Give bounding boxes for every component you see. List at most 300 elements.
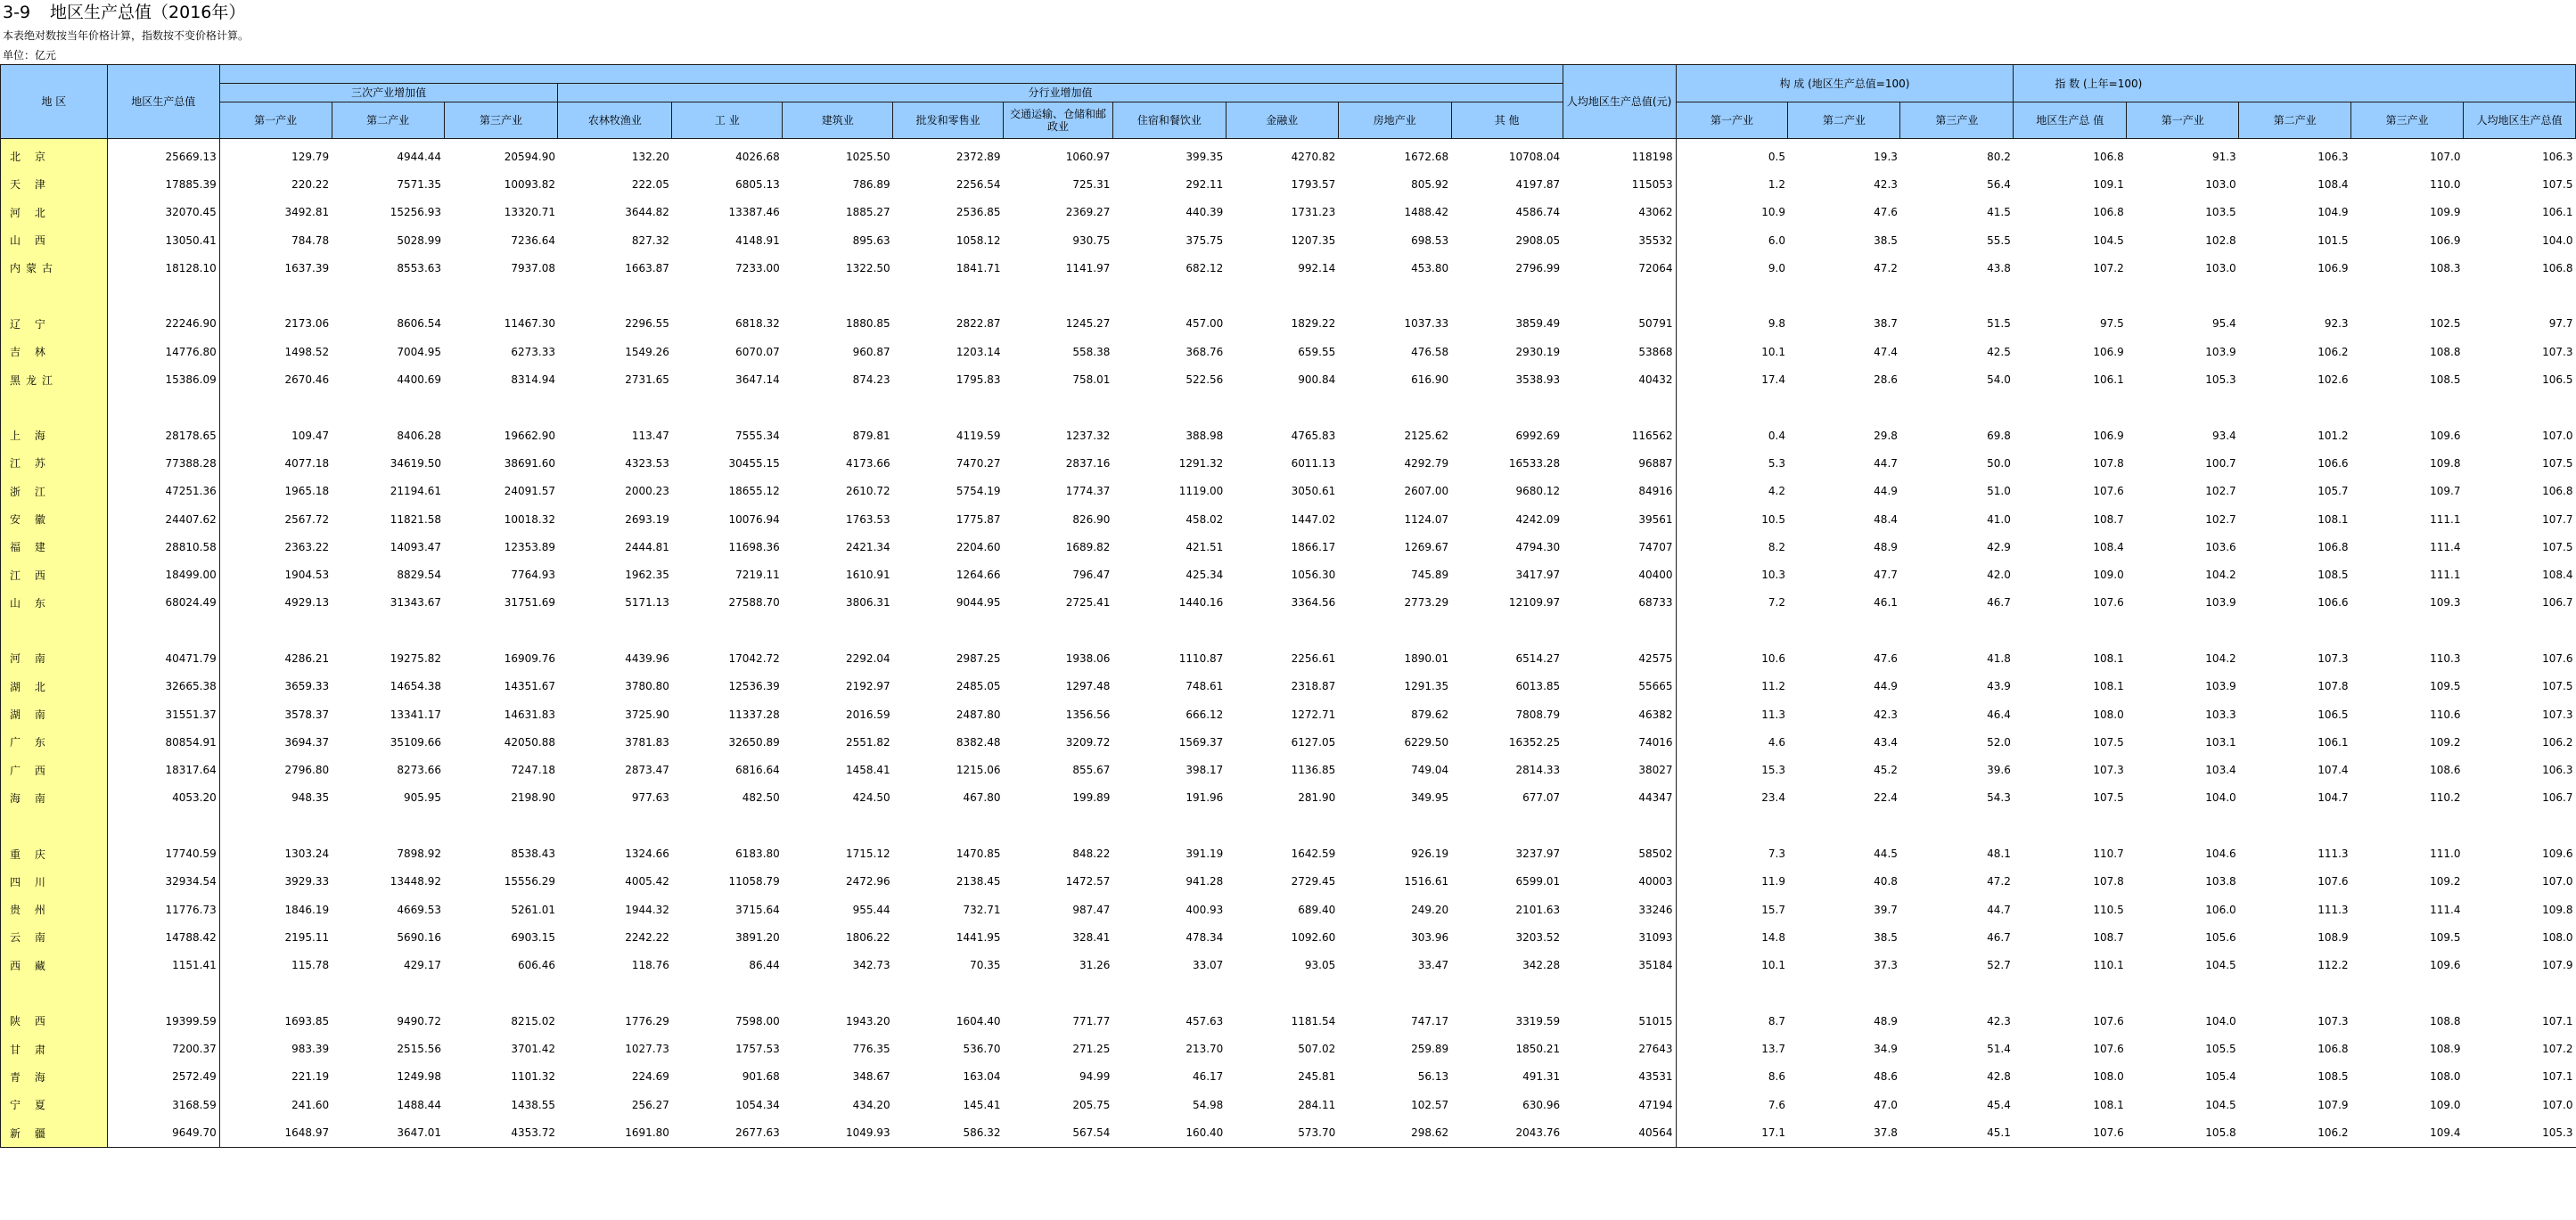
value-cell: 8.7 (1768, 1014, 1785, 1028)
value-cell: 104.5 (2093, 233, 2124, 247)
region-name: 湖 南 (1, 700, 108, 728)
value-cell: 108.0 (2430, 1070, 2461, 1084)
value-cell: 31.26 (1079, 959, 1111, 972)
value-cell: 10018.32 (504, 512, 555, 526)
value-cell: 15.7 (1761, 903, 1785, 916)
value-cell: 107.9 (2542, 959, 2573, 972)
value-cell: 2204.60 (956, 540, 1001, 553)
value-cell: 2000.23 (625, 485, 669, 498)
group-industries: 分行业增加值 (558, 84, 1563, 102)
value-cell: 2567.72 (284, 512, 330, 526)
value-cell: 13.7 (1761, 1043, 1785, 1056)
value-cell: 111.3 (2318, 903, 2349, 916)
value-cell: 2515.56 (397, 1043, 442, 1056)
value-cell: 107.1 (2542, 1014, 2573, 1028)
empty-cell (1004, 617, 1113, 644)
table-title-text: 地区生产总值（2016年） (50, 3, 246, 22)
value-cell: 18499.00 (107, 561, 219, 588)
value-cell: 105.6 (2205, 930, 2236, 944)
value-cell: 52.0 (1987, 735, 2011, 749)
value-cell: 106.9 (2093, 345, 2124, 358)
col-industry-2: 工 业 (672, 102, 783, 139)
value-cell: 666.12 (1185, 708, 1224, 721)
value-cell: 2101.63 (1515, 903, 1561, 916)
value-cell: 425.34 (1185, 569, 1224, 582)
value-cell: 53868 (1563, 338, 1676, 365)
table-row (1, 1063, 2576, 1091)
value-cell: 1151.41 (107, 952, 219, 979)
col-sector-2: 第二产业 (332, 102, 444, 139)
value-cell: 35109.66 (390, 735, 442, 749)
value-cell: 2195.11 (284, 930, 330, 944)
empty-cell (444, 617, 558, 644)
value-cell: 106.6 (2318, 596, 2349, 610)
value-cell: 3780.80 (625, 680, 669, 693)
value-cell: 399.35 (1185, 150, 1224, 163)
value-cell: 107.7 (2542, 512, 2573, 526)
empty-cell (2351, 394, 2464, 422)
value-cell: 51.0 (1987, 485, 2011, 498)
value-cell: 58502 (1563, 839, 1676, 867)
table-body (1, 139, 2576, 1148)
value-cell: 46.7 (1987, 930, 2011, 944)
value-cell: 6903.15 (511, 930, 555, 944)
empty-cell (1338, 617, 1451, 644)
value-cell: 2485.05 (956, 680, 1001, 693)
value-cell: 145.41 (963, 1098, 1001, 1111)
table-number: 3-9 (3, 3, 31, 22)
value-cell: 103.0 (2205, 177, 2236, 191)
value-cell: 10076.94 (728, 512, 780, 526)
value-cell: 8.6 (1768, 1070, 1785, 1084)
value-cell: 4439.96 (625, 651, 669, 665)
empty-cell (332, 282, 444, 309)
value-cell: 95.4 (2211, 317, 2236, 331)
region-name: 河 北 (1, 199, 108, 226)
region-name: 福 建 (1, 533, 108, 561)
value-cell: 732.71 (963, 903, 1001, 916)
value-cell: 42.3 (1874, 708, 1898, 721)
value-cell: 0.4 (1768, 429, 1785, 442)
value-cell: 3578.37 (284, 708, 330, 721)
table-row (1, 226, 2576, 254)
value-cell: 16533.28 (1508, 456, 1561, 470)
value-cell: 107.5 (2093, 791, 2124, 805)
value-cell: 747.17 (1411, 1014, 1449, 1028)
value-cell: 42.3 (1874, 177, 1898, 191)
empty-cell (558, 812, 672, 839)
value-cell: 2729.45 (1291, 875, 1336, 888)
value-cell: 11337.28 (728, 708, 780, 721)
value-cell: 3417.97 (1515, 569, 1561, 582)
value-cell: 109.6 (2430, 429, 2461, 442)
empty-cell (1112, 282, 1226, 309)
value-cell: 900.84 (1298, 373, 1336, 387)
value-cell: 51.5 (1987, 317, 2011, 331)
value-cell: 93.05 (1304, 959, 1336, 972)
value-cell: 7200.37 (107, 1036, 219, 1063)
value-cell: 2292.04 (846, 651, 890, 665)
empty-cell (783, 282, 893, 309)
value-cell: 8406.28 (397, 429, 442, 442)
table-row (1, 139, 2576, 171)
region-name: 西 藏 (1, 952, 108, 979)
value-cell: 104.6 (2205, 847, 2236, 861)
value-cell: 786.89 (852, 177, 890, 191)
value-cell: 40.8 (1874, 875, 1898, 888)
value-cell: 905.95 (404, 791, 442, 805)
value-cell: 16352.25 (1508, 735, 1561, 749)
value-cell: 104.9 (2318, 206, 2349, 219)
empty-cell (893, 394, 1004, 422)
value-cell: 2421.34 (846, 540, 890, 553)
value-cell: 18128.10 (107, 254, 219, 282)
value-cell: 1663.87 (625, 261, 669, 274)
value-cell: 1637.39 (284, 261, 330, 274)
value-cell: 616.90 (1411, 373, 1449, 387)
gdp-table (0, 64, 2576, 1148)
value-cell: 11698.36 (728, 540, 780, 553)
group-spacer (1, 979, 2576, 1007)
value-cell: 17042.72 (728, 651, 780, 665)
value-cell: 106.9 (2318, 261, 2349, 274)
header-band (219, 65, 1563, 84)
value-cell: 586.32 (893, 1118, 1004, 1147)
value-cell: 14631.83 (504, 708, 555, 721)
value-cell: 3659.33 (284, 680, 330, 693)
value-cell: 1806.22 (846, 930, 890, 944)
value-cell: 826.90 (1072, 512, 1111, 526)
value-cell: 453.80 (1411, 261, 1449, 274)
value-cell: 42.8 (1987, 1070, 2011, 1084)
value-cell: 281.90 (1298, 791, 1336, 805)
value-cell: 10.1 (1761, 959, 1785, 972)
value-cell: 33246 (1563, 896, 1676, 923)
value-cell: 103.6 (2205, 540, 2236, 553)
value-cell: 104.0 (2542, 233, 2573, 247)
empty-cell (558, 979, 672, 1007)
value-cell: 375.75 (1185, 233, 1224, 247)
value-cell: 6183.80 (735, 847, 780, 861)
value-cell: 102.57 (1411, 1098, 1449, 1111)
value-cell: 48.9 (1874, 540, 1898, 553)
region-name: 吉 林 (1, 338, 108, 365)
value-cell: 1291.32 (1178, 456, 1224, 470)
value-cell: 3319.59 (1515, 1014, 1561, 1028)
value-cell: 3538.93 (1515, 373, 1561, 387)
value-cell: 3647.01 (332, 1118, 444, 1147)
region-name: 内蒙古 (1, 254, 108, 282)
empty-cell (1676, 394, 1788, 422)
value-cell: 43531 (1563, 1063, 1676, 1091)
value-cell: 1689.82 (1065, 540, 1111, 553)
col-industry-9: 其 他 (1451, 102, 1563, 139)
value-cell: 368.76 (1185, 345, 1224, 358)
value-cell: 4197.87 (1515, 177, 1561, 191)
empty-cell (893, 979, 1004, 1007)
table-row (1, 589, 2576, 617)
value-cell: 7.3 (1768, 847, 1785, 861)
value-cell: 3203.52 (1515, 930, 1561, 944)
value-cell: 107.6 (2093, 596, 2124, 610)
empty-cell (332, 617, 444, 644)
empty-cell (558, 282, 672, 309)
value-cell: 5690.16 (397, 930, 442, 944)
value-cell: 220.22 (291, 177, 330, 191)
value-cell: 48.4 (1874, 512, 1898, 526)
value-cell: 1058.12 (956, 233, 1001, 247)
empty-cell (2127, 617, 2239, 644)
empty-cell (444, 812, 558, 839)
value-cell: 54.98 (1192, 1098, 1224, 1111)
value-cell: 205.75 (1072, 1098, 1111, 1111)
empty-cell (1788, 979, 1900, 1007)
value-cell: 29.8 (1874, 429, 1898, 442)
value-cell: 1962.35 (625, 569, 669, 582)
value-cell: 2372.89 (956, 150, 1001, 163)
value-cell: 342.28 (1522, 959, 1561, 972)
value-cell: 507.02 (1298, 1043, 1336, 1056)
value-cell: 107.0 (2542, 875, 2573, 888)
value-cell: 103.9 (2205, 680, 2236, 693)
value-cell: 1776.29 (625, 1014, 669, 1028)
value-cell: 107.8 (2093, 875, 2124, 888)
value-cell: 3237.97 (1515, 847, 1561, 861)
value-cell: 677.07 (1522, 791, 1561, 805)
value-cell: 3725.90 (625, 708, 669, 721)
table-row (1, 1091, 2576, 1118)
value-cell: 107.4 (2318, 764, 2349, 777)
value-cell: 5028.99 (397, 233, 442, 247)
value-cell: 15256.93 (390, 206, 442, 219)
value-cell: 4053.20 (107, 784, 219, 812)
value-cell: 1793.57 (1291, 177, 1336, 191)
value-cell: 108.8 (2430, 345, 2461, 358)
value-cell: 758.01 (1072, 373, 1111, 387)
region-name: 宁 夏 (1, 1091, 108, 1118)
value-cell: 682.12 (1185, 261, 1224, 274)
value-cell: 106.7 (2542, 596, 2573, 610)
value-cell: 1890.01 (1404, 651, 1449, 665)
value-cell: 1037.33 (1404, 317, 1449, 331)
empty-cell (1004, 282, 1113, 309)
value-cell: 3647.14 (735, 373, 780, 387)
value-cell: 10.6 (1761, 651, 1785, 665)
value-cell: 10708.04 (1508, 150, 1561, 163)
value-cell: 2773.29 (1404, 596, 1449, 610)
value-cell: 106.8 (2542, 485, 2573, 498)
value-cell: 92.3 (2324, 317, 2349, 331)
value-cell: 107.2 (2093, 261, 2124, 274)
value-cell: 342.73 (852, 959, 890, 972)
value-cell: 105.3 (2205, 373, 2236, 387)
value-cell: 84916 (1563, 478, 1676, 505)
empty-cell (1004, 812, 1113, 839)
region-cell-empty (1, 812, 108, 839)
value-cell: 54.3 (1987, 791, 2011, 805)
value-cell: 440.39 (1185, 206, 1224, 219)
value-cell: 54.0 (1987, 373, 2011, 387)
value-cell: 118.76 (631, 959, 669, 972)
value-cell: 457.63 (1185, 1014, 1224, 1028)
value-cell: 9.0 (1768, 261, 1785, 274)
data-table-frame (0, 64, 2576, 1205)
value-cell: 987.47 (1072, 903, 1111, 916)
value-cell: 104.2 (2205, 569, 2236, 582)
value-cell: 28810.58 (107, 533, 219, 561)
empty-cell (558, 394, 672, 422)
price-basis-note: 本表绝对数按当年价格计算，指数按不变价格计算。 (3, 29, 250, 42)
region-name: 重 庆 (1, 839, 108, 867)
value-cell: 249.20 (1411, 903, 1449, 916)
value-cell: 2363.22 (284, 540, 330, 553)
value-cell: 106.3 (2542, 150, 2573, 163)
value-cell: 271.25 (1072, 1043, 1111, 1056)
value-cell: 106.8 (2318, 540, 2349, 553)
value-cell: 388.98 (1185, 429, 1224, 442)
value-cell: 42.0 (1987, 569, 2011, 582)
empty-cell (2014, 282, 2127, 309)
value-cell: 109.8 (2542, 903, 2573, 916)
value-cell: 14093.47 (390, 540, 442, 553)
value-cell: 2173.06 (284, 317, 330, 331)
value-cell: 1850.21 (1515, 1043, 1561, 1056)
table-row (1, 449, 2576, 477)
value-cell: 110.0 (2430, 177, 2461, 191)
value-cell: 3929.33 (284, 875, 330, 888)
region-name: 贵 州 (1, 896, 108, 923)
value-cell: 7.6 (1768, 1098, 1785, 1111)
value-cell: 48.1 (1987, 847, 2011, 861)
value-cell: 103.8 (2205, 875, 2236, 888)
value-cell: 241.60 (291, 1098, 330, 1111)
value-cell: 13448.92 (390, 875, 442, 888)
value-cell: 2472.96 (846, 875, 890, 888)
value-cell: 6818.32 (735, 317, 780, 331)
value-cell: 40003 (1563, 868, 1676, 896)
value-cell: 698.53 (1411, 233, 1449, 247)
value-cell: 47.2 (1987, 875, 2011, 888)
value-cell: 4944.44 (397, 150, 442, 163)
value-cell: 32070.45 (107, 199, 219, 226)
value-cell: 27643 (1563, 1036, 1676, 1063)
value-cell: 17740.59 (107, 839, 219, 867)
value-cell: 776.35 (852, 1043, 890, 1056)
value-cell: 1846.19 (284, 903, 330, 916)
value-cell: 8829.54 (397, 569, 442, 582)
value-cell: 41.5 (1987, 206, 2011, 219)
value-cell: 1272.71 (1291, 708, 1336, 721)
value-cell: 10.3 (1761, 569, 1785, 582)
value-cell: 101.5 (2318, 233, 2349, 247)
value-cell: 2731.65 (625, 373, 669, 387)
value-cell: 22246.90 (107, 310, 219, 338)
table-row (1, 896, 2576, 923)
value-cell: 1516.61 (1404, 875, 1449, 888)
table-row (1, 757, 2576, 784)
empty-cell (558, 617, 672, 644)
value-cell: 80.2 (1987, 150, 2011, 163)
value-cell: 4119.59 (956, 429, 1001, 442)
empty-cell (1226, 812, 1338, 839)
value-cell: 2572.49 (107, 1063, 219, 1091)
value-cell: 2610.72 (846, 485, 890, 498)
value-cell: 111.4 (2430, 540, 2461, 553)
value-cell: 109.1 (2093, 177, 2124, 191)
value-cell: 4794.30 (1515, 540, 1561, 553)
value-cell: 103.5 (2205, 206, 2236, 219)
value-cell: 109.47 (291, 429, 330, 442)
empty-cell (107, 812, 219, 839)
value-cell: 34.9 (1874, 1043, 1898, 1056)
col-sector-1: 第一产业 (219, 102, 332, 139)
value-cell: 349.95 (1411, 791, 1449, 805)
col-industry-7: 金融业 (1226, 102, 1338, 139)
value-cell: 160.40 (1112, 1118, 1226, 1147)
region-cell-empty (1, 282, 108, 309)
value-cell: 106.3 (2318, 150, 2349, 163)
value-cell: 19662.90 (504, 429, 555, 442)
value-cell: 4173.66 (846, 456, 890, 470)
region-name: 甘 肃 (1, 1036, 108, 1063)
value-cell: 70.35 (970, 959, 1001, 972)
value-cell: 17.4 (1761, 373, 1785, 387)
value-cell: 103.3 (2205, 708, 2236, 721)
value-cell: 2256.61 (1291, 651, 1336, 665)
col-industry-5: 交通运输、仓储和邮政业 (1004, 102, 1113, 139)
empty-cell (1788, 282, 1900, 309)
region-name: 江 西 (1, 561, 108, 588)
value-cell: 106.5 (2318, 708, 2349, 721)
value-cell: 6011.13 (1291, 456, 1336, 470)
region-name: 黑龙江 (1, 365, 108, 393)
value-cell: 11.2 (1761, 680, 1785, 693)
value-cell: 107.3 (2318, 1014, 2349, 1028)
value-cell: 103.1 (2205, 735, 2236, 749)
value-cell: 983.39 (291, 1043, 330, 1056)
value-cell: 1885.27 (846, 206, 890, 219)
value-cell: 108.4 (2093, 540, 2124, 553)
value-cell: 1027.73 (625, 1043, 669, 1056)
value-cell: 106.9 (2430, 233, 2461, 247)
col-gdp: 地区生产总值 (107, 65, 219, 139)
value-cell: 848.22 (1072, 847, 1111, 861)
empty-cell (1563, 812, 1676, 839)
value-cell: 106.9 (2093, 429, 2124, 442)
value-cell: 35532 (1563, 226, 1676, 254)
table-row (1, 923, 2576, 951)
value-cell: 298.62 (1338, 1118, 1451, 1147)
empty-cell (1226, 394, 1338, 422)
value-cell: 106.1 (2542, 206, 2573, 219)
value-cell: 39.6 (1987, 764, 2011, 777)
value-cell: 47.4 (1874, 345, 1898, 358)
value-cell: 827.32 (631, 233, 669, 247)
value-cell: 14351.67 (504, 680, 555, 693)
value-cell: 111.1 (2430, 512, 2461, 526)
value-cell: 107.1 (2542, 1070, 2573, 1084)
value-cell: 107.3 (2093, 764, 2124, 777)
value-cell: 1458.41 (846, 764, 890, 777)
value-cell: 6273.33 (511, 345, 555, 358)
value-cell: 20594.90 (504, 150, 555, 163)
value-cell: 796.47 (1072, 569, 1111, 582)
empty-cell (107, 979, 219, 1007)
value-cell: 55.5 (1987, 233, 2011, 247)
column-header-row (1, 102, 2576, 139)
value-cell: 977.63 (631, 791, 669, 805)
value-cell: 32665.38 (107, 673, 219, 700)
